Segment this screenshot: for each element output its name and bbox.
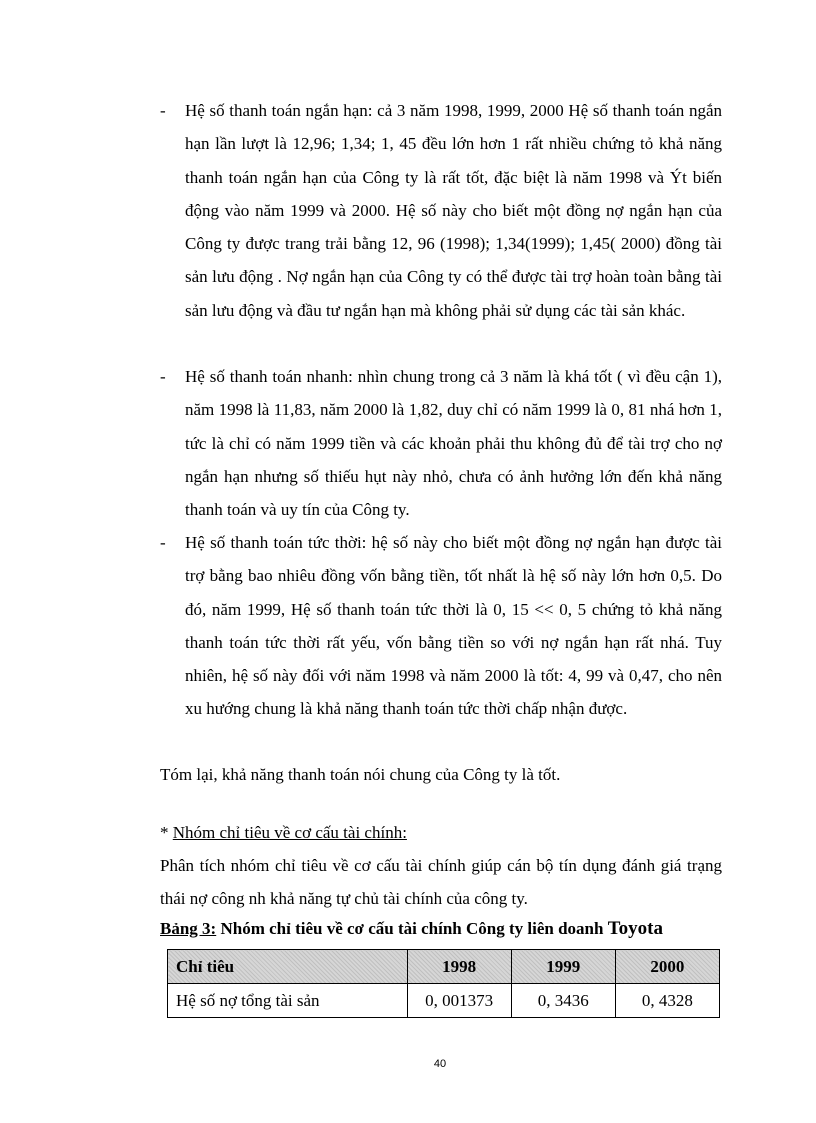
- bullet-text: Hệ số thanh toán tức thời: hệ số này cho biết một đồng nợ ngắn hạn được tài trợ bằng bao nhiêu đồng vốn bằng tiền, tốt nhất là hệ số này lớn hơn 0,5. Do đó, năm 1999, Hệ số thanh toán tức thời là 0, 15 << 0, 5 chứng tỏ khả năng thanh toán tức thời rất yếu, vốn bằng tiền so với nợ ngắn hạn rất nhá. Tuy nhiên, hệ số này đối với năm 1998 và năm 2000 là tốt: 4, 99 và 0,47, cho nên xu hướng chung là khả năng thanh toán tức thời chấp nhận được.: [185, 533, 722, 719]
- table-caption-label: Bảng 3:: [160, 919, 217, 938]
- table-header-cell: 1998: [407, 950, 511, 984]
- table-header-cell: 1999: [511, 950, 615, 984]
- table-cell: 0, 4328: [615, 984, 719, 1018]
- table-caption-text: Nhóm chỉ tiêu về cơ cấu tài chính Công ty liên doanh: [216, 919, 608, 938]
- table-header-cell: 2000: [615, 950, 719, 984]
- section-heading-text: Nhóm chỉ tiêu về cơ cấu tài chính:: [172, 823, 407, 842]
- table-caption-tail: Toyota: [607, 918, 663, 939]
- table-cell: Hệ số nợ tổng tài sản: [168, 984, 408, 1018]
- bullet-dash: -: [160, 101, 166, 120]
- financial-structure-table: [167, 949, 720, 1018]
- summary-paragraph: Tóm lại, khả năng thanh toán nói chung của Công ty là tốt.: [160, 765, 561, 784]
- bullet-text: Hệ số thanh toán nhanh: nhìn chung trong cả 3 năm là khá tốt ( vì đều cận 1), năm 1998 là 11,83, năm 2000 là 1,82, duy chỉ có năm 1999 là 0, 81 nhá hơn 1, tức là chỉ có năm 1999 tiền và các khoản phải thu không đủ để tài trợ cho nợ ngắn hạn nhưng số thiếu hụt này nhỏ, chưa có ảnh hưởng lớn đến khả năng thanh toán và uy tín của Công ty.: [185, 367, 722, 520]
- table-header-row: [168, 950, 720, 984]
- table-caption: [160, 918, 730, 940]
- section-heading: [160, 816, 722, 849]
- intro-paragraph: Phân tích nhóm chỉ tiêu về cơ cấu tài chính giúp cán bộ tín dụng đánh giá trạng thái nợ công nh khả năng tự chủ tài chính của công ty.: [160, 856, 722, 909]
- table-row: [168, 984, 720, 1018]
- bullet-text: Hệ số thanh toán ngắn hạn: cả 3 năm 1998, 1999, 2000 Hệ số thanh toán ngắn hạn lần lượt là 12,96; 1,34; 1, 45 đều lớn hơn 1 rất nhiều chứng tỏ khả năng thanh toán ngắn hạn của Công ty là rất tốt, đặc biệt là năm 1998 và Ýt biến động vào năm 1999 và 2000. Hệ số này cho biết một đồng nợ ngắn hạn của Công ty được trang trải bằng 12, 96 (1998); 1,34(1999); 1,45( 2000) đồng tài sản lưu động . Nợ ngắn hạn của Công ty có thể được tài trợ hoàn toàn bằng tài sản lưu động và đầu tư ngắn hạn mà không phải sử dụng các tài sản khác.: [185, 101, 722, 320]
- page-number: 40: [433, 1058, 447, 1070]
- bullet-dash: -: [160, 367, 166, 386]
- bullet-dash: -: [160, 533, 166, 552]
- table-cell: 0, 3436: [511, 984, 615, 1018]
- table-cell: 0, 001373: [407, 984, 511, 1018]
- table-header-cell: Chỉ tiêu: [168, 950, 408, 984]
- section-star: *: [160, 823, 173, 842]
